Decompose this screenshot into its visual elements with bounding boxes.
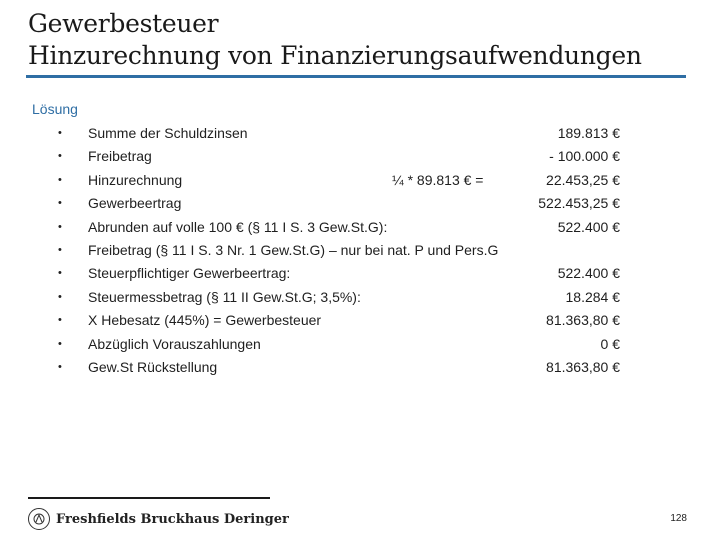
item-amount: 81.363,80 €: [546, 359, 620, 375]
logo-text: Freshfields Bruckhaus Deringer: [56, 511, 289, 527]
title-divider: [26, 75, 686, 78]
bullet-icon: •: [58, 244, 62, 256]
item-amount: 81.363,80 €: [546, 312, 620, 329]
bullet-icon: •: [58, 314, 62, 327]
footer-divider: [28, 497, 270, 499]
bullet-icon: •: [58, 220, 62, 233]
item-label: Abzüglich Vorauszahlungen: [88, 335, 261, 352]
item-formula: ¼ * 89.813 € =: [392, 171, 484, 188]
list-item: [0, 310, 720, 330]
logo-emblem-icon: [28, 508, 50, 530]
bullet-icon: •: [58, 290, 62, 303]
bullet-icon: •: [58, 267, 62, 280]
list-item: [0, 357, 720, 377]
item-amount: 22.453,25 €: [546, 171, 620, 188]
item-label: Gewerbeertrag: [88, 195, 182, 212]
item-label: Steuerpflichtiger Gewerbeertrag:: [88, 265, 291, 282]
item-label: Summe der Schuldzinsen: [88, 125, 248, 141]
bullet-icon: •: [58, 173, 62, 186]
item-label: Freibetrag (§ 11 I S. 3 Nr. 1 Gew.St.G) – nur bei nat. P und Pers.G: [88, 242, 499, 258]
item-label: Steuermessbetrag (§ 11 II Gew.St.G; 3,5%):: [88, 288, 361, 305]
list-item: [0, 193, 720, 213]
slide-title: [28, 8, 642, 72]
item-label: Gew.St Rückstellung: [88, 359, 218, 375]
item-label: Hinzurechnung: [88, 171, 183, 188]
list-item: [0, 170, 720, 190]
item-amount: 0 €: [600, 335, 620, 352]
title-line-1: Gewerbesteuer: [28, 9, 219, 38]
list-item: [0, 287, 720, 307]
company-logo: [28, 507, 289, 531]
bullet-icon: •: [58, 337, 62, 350]
list-item: [0, 217, 720, 237]
item-label: Abrunden auf volle 100 € (§ 11 I S. 3 Gew.St.G):: [88, 218, 388, 235]
item-label: Freibetrag: [88, 148, 152, 165]
bullet-icon: •: [58, 127, 62, 139]
item-amount: 189.813 €: [557, 125, 620, 141]
list-item: [0, 240, 720, 260]
bullet-icon: •: [58, 197, 62, 210]
item-amount: 522.453,25 €: [538, 195, 620, 212]
page-number: 128: [670, 513, 687, 524]
item-amount: 522.400 €: [557, 265, 620, 282]
item-amount: 522.400 €: [557, 218, 620, 235]
item-amount: - 100.000 €: [549, 148, 620, 165]
title-line-2: Hinzurechnung von Finanzierungsaufwendungen: [28, 41, 642, 70]
bullet-icon: •: [58, 361, 62, 373]
item-label: X Hebesatz (445%) = Gewerbesteuer: [88, 312, 322, 329]
list-item: [0, 146, 720, 166]
list-item: [0, 263, 720, 283]
list-item: [0, 334, 720, 354]
section-label: Lösung: [32, 101, 78, 117]
list-item: [0, 123, 720, 143]
bullet-icon: •: [58, 150, 62, 163]
item-amount: 18.284 €: [565, 288, 620, 305]
